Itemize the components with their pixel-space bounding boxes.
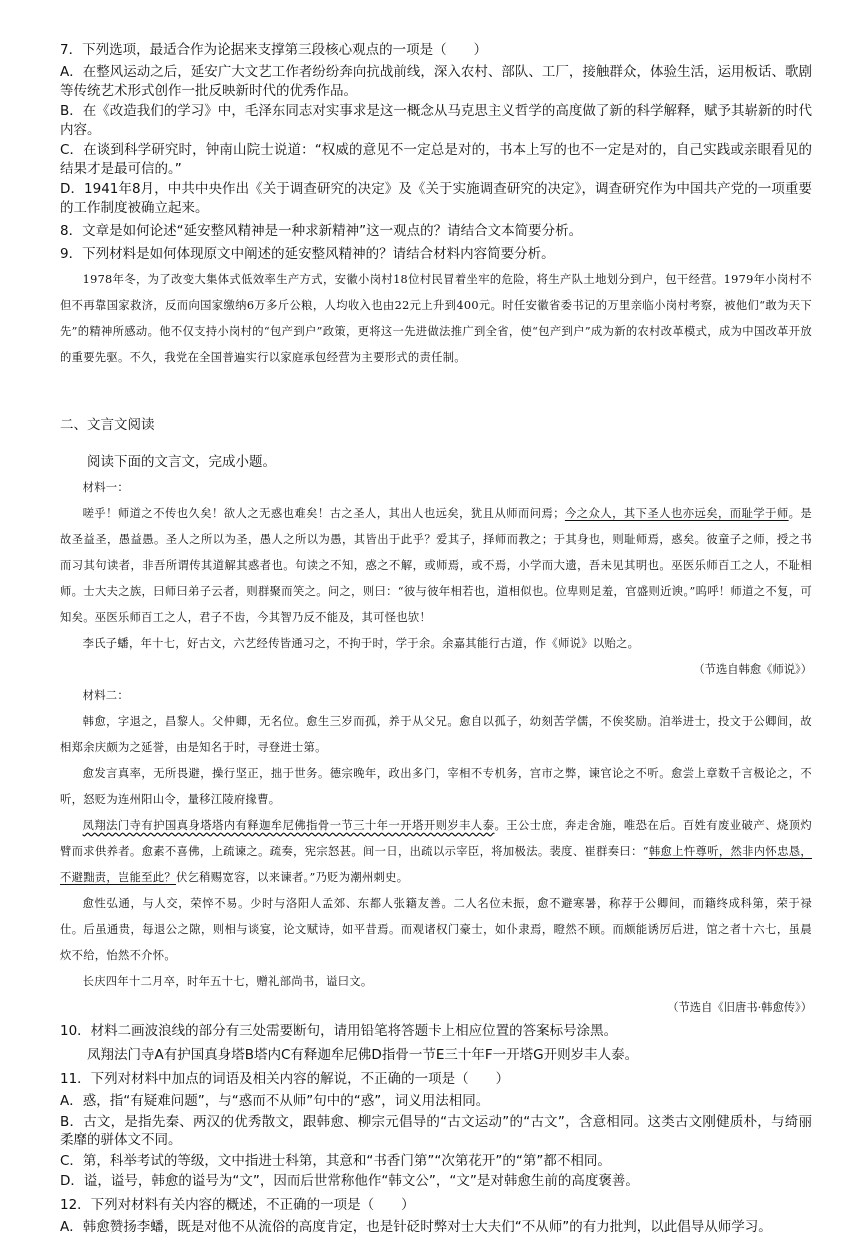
question-7-option-a[interactable]: A．在整风运动之后，延安广大文艺工作者纷纷奔向抗战前线，深入农村、部队、工厂，接触群众，体验生活，运用板话、歌剧等传统艺术形式创作一批反映新时代的优秀作品。 — [60, 64, 812, 99]
question-11-option-c[interactable]: C．第，科举考试的等级，文中指进士科第，其意和“书香门第”“次第花开”的“第”都不相同。 — [60, 1152, 611, 1169]
question-11-option-b[interactable]: B．古文，是指先秦、两汉的优秀散文，跟韩愈、柳宗元倡导的“古文运动”的“古文”，含意相同。这类古文刚健质朴，与绮丽柔靡的骈体文不同。 — [60, 1113, 812, 1148]
material-1-p1-part-a: 嗟乎！师道之不传也久矣！欲人之无惑也难矣！古之圣人，其出人也远矣，犹且从师而问焉； — [82, 507, 565, 520]
material-1-label: 材料一： — [82, 481, 129, 494]
question-11-stem: 11．下列对材料中加点的词语及相关内容的解说，不正确的一项是（ ） — [60, 1071, 510, 1087]
question-9-material: 1978年冬，为了改变大集体式低效率生产方式，安徽小岗村18位村民冒着坐牢的危险，将生产队土地划分到户，包干经营。1979年小岗村不但不再靠国家救济，反而向国家缴纳6万多斤公粮，人均收入也由22元上升到400元。时任安徽省委书记的万里亲临小岗村考察，被他们“敢为天下先”的精神所感动。他不仅支持小岗村的“包产到户”政策，更将这一先进做法推广到全省，使“包产到户”成为新的农村改革模式，成为中国改革开放的重要先驱。不久，我党在全国普遍实行以家庭承包经营为主要形式的责任制。 — [60, 273, 812, 364]
material-2-p3-part-a: 。王公士庶，奔走舍施，唯恐在后。百姓有废业破产、烧顶灼臂而求供养者。愈素不喜佛，上疏谏之。疏奏，宪宗怒甚。间一日，出疏以示宰臣，将加极法。裴度、崔群奏曰：“ — [60, 819, 812, 858]
material-2-paragraph-4: 愈性弘通，与人交，荣悴不易。少时与洛阳人孟郊、东都人张籍友善。二人名位未振，愈不避寒暑，称荐于公卿间，而籍终成科第，荣于禄仕。后虽通贵，每退公之隙，则相与谈宴，论文赋诗，如平昔焉。而观诸权门豪士，如仆隶焉，瞪然不顾。而颇能诱厉后进，馆之者十六七，虽晨炊不给，怡然不介怀。 — [60, 897, 812, 962]
question-10-options-line[interactable]: 凤翔法门寺A有护国真身塔B塔内C有释迦牟尼佛D指骨一节E三十年F一开塔G开则岁丰人泰。 — [87, 1047, 639, 1063]
material-1-underlined-sentence: 今之众人，其下圣人也亦远矣，而耻学于师 — [564, 507, 789, 520]
question-12-option-a[interactable]: A．韩愈赞扬李蟠，既是对他不从流俗的高度肯定，也是针砭时弊对士大夫们“不从师”的有力批判，以此倡导从师学习。 — [60, 1218, 772, 1235]
material-2-source: （节选自《旧唐书·韩愈传》） — [667, 1001, 812, 1014]
material-1-paragraph-1 — [60, 501, 812, 631]
question-10-stem: 10．材料二画波浪线的部分有三处需要断句，请用铅笔将答题卡上相应位置的答案标号涂黑。 — [60, 1023, 618, 1039]
question-8-stem: 8．文章是如何论述“延安整风精神是一种求新精神”这一观点的？请结合文本简要分析。 — [60, 223, 583, 239]
material-2-paragraph-5: 长庆四年十二月卒，时年五十七，赠礼部尚书，谥曰文。 — [82, 975, 373, 988]
question-12-stem: 12．下列对材料有关内容的概述，不正确的一项是（ ） — [60, 1196, 415, 1213]
material-2-label: 材料二： — [82, 689, 129, 702]
question-9-stem: 9．下列材料是如何体现原文中阐述的延安整风精神的？请结合材料内容简要分析。 — [60, 246, 555, 262]
exam-page — [60, 40, 812, 1238]
material-2-paragraph-2: 愈发言真率，无所畏避，操行坚正，拙于世务。德宗晚年，政出多门，宰相不专机务，宫市之弊，谏官论之不听。愈尝上章数千言极论之，不听，怒贬为连州阳山令，量移江陵府掾曹。 — [60, 767, 812, 806]
material-2-p3-part-b: 伏乞稍赐宽容，以来谏者。”乃贬为潮州刺史。 — [175, 871, 409, 884]
material-2-underlined-sentence: 韩愈上忤尊听，然非内怀忠恳，不避黜责，岂能至此？ — [60, 845, 812, 884]
question-7-option-c[interactable]: C．在谈到科学研究时，钟南山院士说道：“权威的意见不一定总是对的，书本上写的也不一定是对的，自己实践或亲眼看见的结果才是最可信的。” — [60, 142, 812, 177]
question-7-option-d[interactable]: D．1941年8月，中共中央作出《关于调查研究的决定》及《关于实施调查研究的决定》，调查研究作为中国共产党的一项重要的工作制度被确立起来。 — [60, 181, 812, 216]
material-2-paragraph-1: 韩愈，字退之，昌黎人。父仲卿，无名位。愈生三岁而孤，养于从父兄。愈自以孤子，幼刻苦学儒，不俟奖励。洎举进士，投文于公卿间，故相郑余庆颇为之延誉，由是知名于时，寻登进士第。 — [60, 715, 812, 754]
material-2-paragraph-3 — [60, 813, 812, 891]
question-11-option-a[interactable]: A．惑，指“有疑难问题”，与“惑而不从师”句中的“惑”，词义用法相同。 — [60, 1093, 490, 1109]
material-1-source: （节选自韩愈《师说》） — [693, 663, 812, 676]
question-7-option-b[interactable]: B．在《改造我们的学习》中，毛泽东同志对实事求是这一概念从马克思主义哲学的高度做了新的科学解释，赋予其崭新的时代内容。 — [60, 103, 812, 138]
section-2-title: 二、文言文阅读 — [60, 417, 155, 433]
material-2-wavy-sentence: 凤翔法门寺有护国真身塔塔内有释迦牟尼佛指骨一节三十年一开塔开则岁丰人泰 — [82, 819, 495, 832]
section-2-intro: 阅读下面的文言文，完成小题。 — [87, 454, 276, 470]
material-1-paragraph-2: 李氏子蟠，年十七，好古文，六艺经传皆通习之，不拘于时，学于余。余嘉其能行古道，作《师说》以贻之。 — [82, 637, 640, 650]
material-1-p1-part-b: 。是故圣益圣，愚益愚。圣人之所以为圣，愚人之所以为愚，其皆出于此乎？爱其子，择师而教之；于其身也，则耻师焉，惑矣。彼童子之师，授之书而习其句读者，非吾所谓传其道解其惑者也。句读之不知，惑之不解，或师焉，或不焉，小学而大遗，吾未见其明也。巫医乐师百工之人，不耻相师。士大夫之族，曰师曰弟子云者，则群聚而笑之。问之，则曰：“彼与彼年相若也，道相似也。位卑则足羞，官盛则近谀。”呜呼！师道之不复，可知矣。巫医乐师百工之人，君子不齿，今其智乃反不能及，其可怪也欤！ — [60, 507, 812, 624]
question-11-option-d[interactable]: D．谥，谥号，韩愈的谥号为“文”，因而后世常称他作“韩文公”，“文”是对韩愈生前的高度褒善。 — [60, 1173, 639, 1189]
question-7-stem: 7．下列选项，最适合作为论据来支撑第三段核心观点的一项是（ ） — [60, 42, 488, 58]
